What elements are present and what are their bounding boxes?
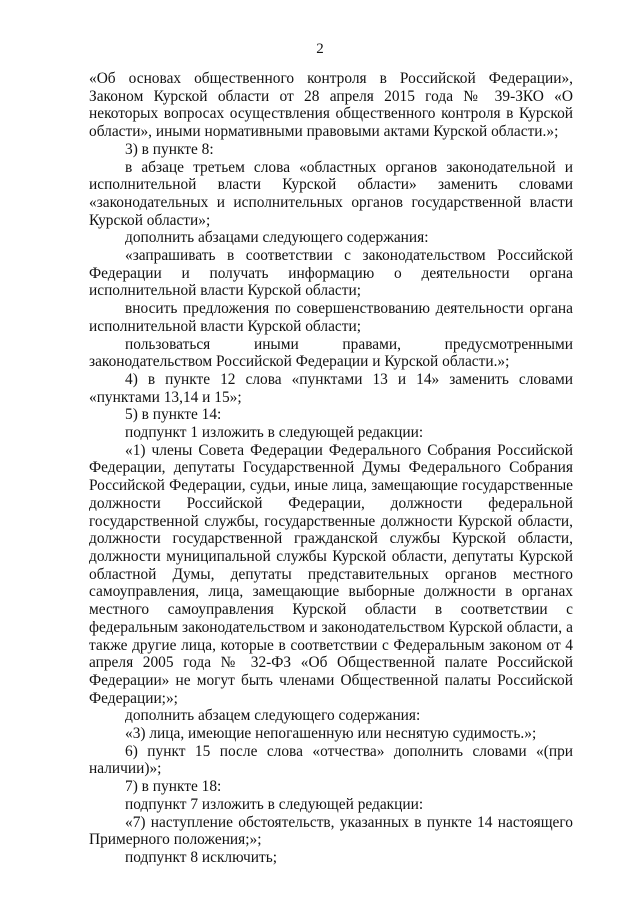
paragraph: дополнить абзацами следующего содержания: [125,229,429,247]
paragraph: подпункт 8 исключить; [125,848,278,866]
paragraph: 5) в пункте 14: [125,406,222,424]
paragraph: «7) наступление обстоятельств, указанных в пункте 14 настоящего Примерного положения;»; [89,813,573,849]
document-body [89,70,573,867]
page-number: 2 [316,41,324,57]
paragraph: подпункт 1 изложить в следующей редакции: [125,424,424,442]
paragraph: в абзаце третьем слова «областных органов законодательной и исполнительной власти Курской области» заменить словами «законодательных и исполнительных органов государственной власти Курской области»; [89,158,573,229]
paragraph: подпункт 7 изложить в следующей редакции: [125,795,424,813]
paragraph: пользоваться иными правами, предусмотренными законодательством Российской Федерации и Курской области.»; [89,335,573,371]
paragraph: 7) в пункте 18: [125,778,222,796]
paragraph: «запрашивать в соответствии с законодательством Российской Федерации и получать информацию о деятельности органа исполнительной власти Курской области; [89,247,573,300]
paragraph: «Об основах общественного контроля в Российской Федерации», Законом Курской области от 28 апреля 2015 года № 39-ЗКО «О некоторых вопросах осуществления общественного контроля в Курской области», иными нормативными правовыми актами Курской области.»; [89,70,573,141]
paragraph: «3) лица, имеющие непогашенную или неснятую судимость.»; [125,725,537,743]
paragraph: 6) пункт 15 после слова «отчества» дополнить словами «(при наличии)»; [89,742,573,778]
paragraph: дополнить абзацем следующего содержания: [125,707,421,725]
paragraph: 4) в пункте 12 слова «пунктами 13 и 14» заменить словами «пунктами 13,14 и 15»; [89,370,573,406]
paragraph: вносить предложения по совершенствованию деятельности органа исполнительной власти Курской области; [89,300,573,335]
paragraph: «1) члены Совета Федерации Федерального Собрания Российской Федерации, депутаты Государственной Думы Федерального Собрания Российской Федерации, судьи, иные лица, замещающие государственные должности Российской Федерации, должности федеральной государственной службы, государственные должности Курской области, должности государственной гражданской службы Курской области, должности муниципальной службы Курской области, депутаты Курской областной Думы, депутаты представительных органов местного самоуправления, лица, замещающие выборные должности в органах местного самоуправления Курской области в соответствии с федеральным законодательством и законодательством Курской области, а также другие лица, которые в соответствии с Федеральным законом от 4 апреля 2005 года № 32-ФЗ «Об Общественной палате Российской Федерации» не могут быть членами Общественной палаты Российской Федерации;»; [89,441,573,707]
paragraph: 3) в пункте 8: [125,140,214,158]
